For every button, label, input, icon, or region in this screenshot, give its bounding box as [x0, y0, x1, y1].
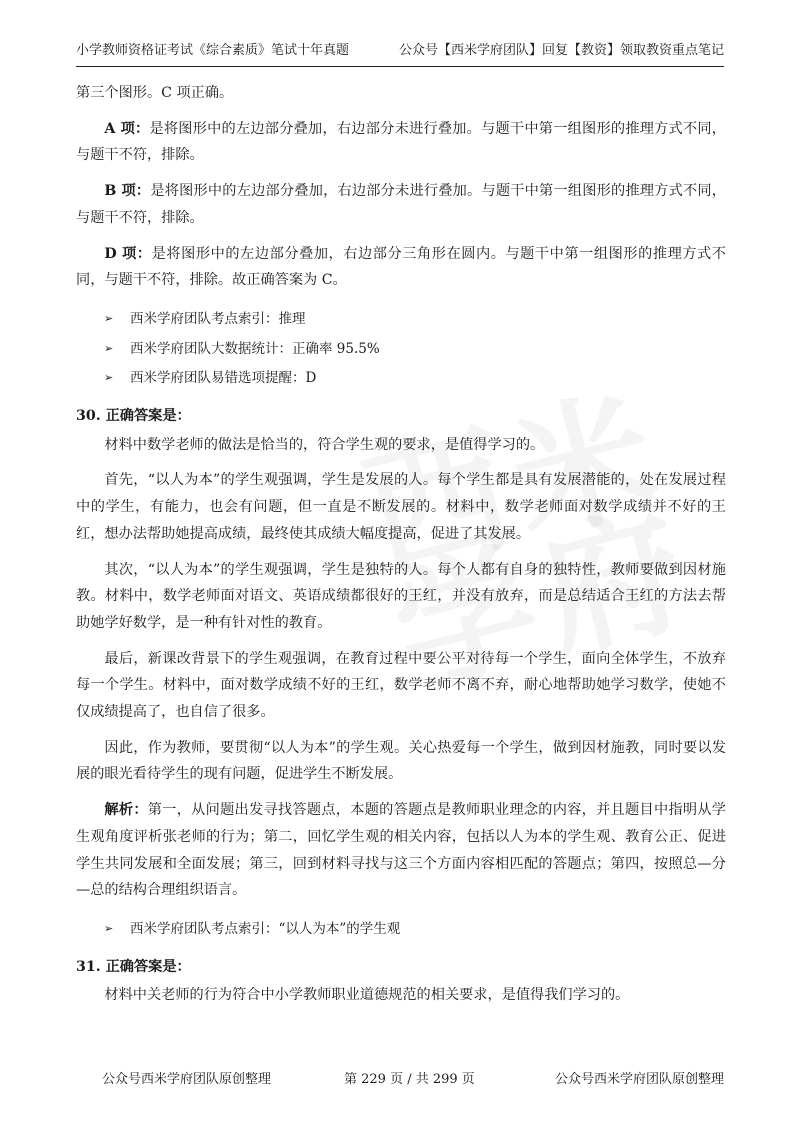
bullet-text: 西米学府团队大数据统计：正确率 95.5% [130, 340, 380, 357]
q29-bullet-index [76, 306, 726, 333]
q30-paragraph: 材料中数学老师的做法是恰当的，符合学生观的要求，是值得学习的。 [104, 436, 545, 453]
option-a-text: 是将图形中的左边部分叠加，右边部分未进行叠加。与题干中第一组图形的推理方式不同，与题干不符，排除。 [76, 120, 726, 164]
footer-left: 公众号西米学府团队原创整理 [102, 1072, 272, 1087]
option-a-label: A 项： [104, 120, 150, 137]
q30-paragraph: 其次，“以人为本”的学生观强调，学生是独特的人。每个人都有自身的独特性，教师要做到因材施教。材料中，数学老师面对语文、英语成绩都很好的王红，并没有放弃，而是总结适合王红的方法去帮助她学好数学，是一种有针对性的教育。 [76, 561, 726, 631]
arrow-bullet-icon: ➢ [104, 371, 114, 385]
bullet-text: 西米学府团队考点索引：“以人为本”的学生观 [130, 920, 401, 937]
q29-option-a [76, 116, 726, 169]
bullet-text: 西米学府团队考点索引：推理 [130, 310, 306, 327]
arrow-bullet-icon: ➢ [104, 341, 114, 355]
header-promo: 公众号【西米学府团队】回复【教资】领取教资重点笔记 [398, 43, 724, 58]
q30-paragraph: 首先，“以人为本”的学生观强调，学生是发展的人。每个学生都是具有发展潜能的，处在发展过程中的学生，有能力，也会有问题，但一直是不断发展的。材料中，数学老师面对数学成绩并不好的王红，想办法帮助她提高成绩，最终使其成绩大幅度提高，促进了其发展。 [76, 472, 726, 542]
option-b-text: 是将图形中的左边部分叠加，右边部分未进行叠加。与题干中第一组图形的推理方式不同，与题干不符，排除。 [76, 183, 726, 226]
option-d-label: D 项： [104, 245, 152, 262]
analysis-label: 解析： [104, 802, 148, 819]
page-header [76, 36, 724, 67]
bullet-text: 西米学府团队易错选项提醒：D [130, 370, 317, 387]
q31-paragraph: 材料中关老师的行为符合中小学教师职业道德规范的相关要求，是值得我们学习的。 [104, 987, 630, 1004]
arrow-bullet-icon: ➢ [104, 921, 114, 935]
q31-heading: 31. 正确答案是： [76, 958, 191, 975]
analysis-text: 第一，从问题出发寻找答题点，本题的答题点是教师职业理念的内容，并且题目中指明从学生观角度评析张老师的行为；第二，回忆学生观的相关内容，包括以人为本的学生观、教育公正、促进学生共同发展和全面发展；第三，回到材料寻找与这三个方面内容相匹配的答题点；第四，按照总—分—总的结构合理组织语言。 [76, 802, 726, 899]
option-b-label: B 项： [104, 183, 151, 200]
q29-option-b [76, 178, 726, 231]
page-content [76, 80, 726, 1009]
q30-paragraph: 因此，作为教师，要贯彻“以人为本”的学生观。关心热爱每一个学生，做到因材施教，同时要以发展的眼光看待学生的现有问题，促进学生不断发展。 [76, 739, 726, 783]
q29-bullet-error [76, 365, 726, 392]
page-number: 第 229 页 / 共 299 页 [344, 1072, 475, 1087]
q30-bullet-index [76, 916, 726, 943]
q30-paragraph: 最后，新课改背景下的学生观强调，在教育过程中要公平对待每一个学生，面向全体学生，不放弃每一个学生。材料中，面对数学成绩不好的王红，数学老师不离不弃，耐心地帮助她学习数学，使她不仅成绩提高了，也自信了很多。 [76, 650, 726, 721]
header-title: 小学教师资格证考试《综合素质》笔试十年真题 [76, 43, 350, 58]
arrow-bullet-icon: ➢ [104, 311, 114, 325]
q29-continuation: 第三个图形。C 项正确。 [76, 85, 234, 101]
q30-analysis [76, 797, 726, 904]
q30-heading: 30. 正确答案是： [76, 408, 191, 425]
footer-right: 公众号西米学府团队原创整理 [554, 1072, 724, 1087]
q29-bullet-stats [76, 336, 726, 363]
option-d-text: 是将图形中的左边部分叠加，右边部分三角形在圆内。与题干中第一组图形的推理方式不同，与题干不符，排除。故正确答案为 C。 [76, 245, 726, 289]
q29-option-d [76, 241, 726, 294]
